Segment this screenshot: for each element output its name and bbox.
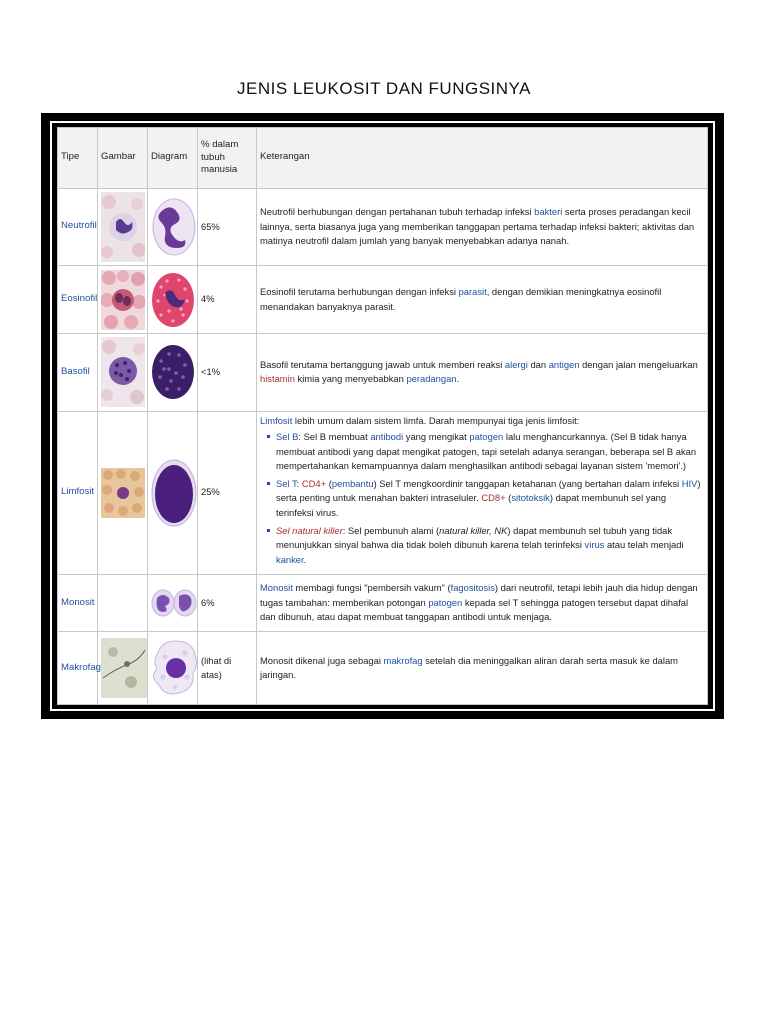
table-frame — [41, 113, 724, 719]
list-item-nk-cell — [276, 524, 704, 568]
row-name-link[interactable]: Neutrofil — [58, 188, 98, 266]
notes-text: setelah dia meninggalkan aliran darah serta masuk ke dalam jaringan. — [260, 654, 678, 681]
list-item-b-cell — [276, 430, 704, 474]
notes-link[interactable]: Sel B — [276, 431, 299, 443]
list-item-t-cell — [276, 477, 704, 521]
row-notes — [257, 188, 708, 266]
row-name-link[interactable]: Monosit — [58, 574, 98, 632]
notes-text: kepada sel T sehingga patogen tersebut dapat dihafal dan dibunuh, atau dapat membuat tanggapan antibodi untuk menjaga. — [260, 596, 689, 623]
row-notes — [257, 632, 708, 705]
notes-text: : Sel pembunuh alami ( — [342, 524, 440, 536]
notes-text: Monosit dikenal juga sebagai — [260, 654, 384, 666]
table-row — [58, 411, 708, 574]
notes-link[interactable]: histamin — [260, 373, 295, 385]
notes-text: lalu menghancurkannya. (Sel B tidak hanya membuat antibodi yang dapat mengikat patogen, tapi setelah adanya serangan, beberapa sel B akan mempertahankan kemampuannya dalam menghasilkan antibodi sebagai layanan sistem 'memori'.) — [276, 431, 697, 472]
header-notes: Keterangan — [257, 128, 708, 189]
notes-link[interactable]: Monosit — [260, 582, 293, 594]
notes-link[interactable]: CD4+ — [301, 477, 327, 489]
notes-link[interactable]: alergi — [504, 358, 528, 370]
monocyte-photo-empty — [98, 574, 148, 632]
notes-link[interactable]: Limfosit — [260, 414, 293, 426]
notes-text: ( — [326, 477, 332, 489]
notes-link[interactable]: HIV — [681, 477, 698, 489]
notes-link[interactable]: pembantu — [331, 477, 374, 489]
lymphocyte-photo[interactable] — [98, 411, 148, 574]
basophil-diagram-image — [151, 343, 195, 401]
percent-value: (lihat di atas) — [198, 632, 257, 705]
notes-text: membagi fungsi "pembersih vakum" ( — [292, 582, 451, 594]
row-notes — [257, 266, 708, 334]
neutrophil-photo-image — [101, 192, 145, 262]
notes-link[interactable]: sitotoksik — [511, 492, 550, 504]
lymphocyte-diagram[interactable] — [148, 411, 198, 574]
macrophage-photo[interactable] — [98, 632, 148, 705]
page-title: JENIS LEUKOSIT DAN FUNGSINYA — [237, 79, 531, 98]
notes-text: ) dari neutrofil, tetapi lebih jauh dia hidup dengan tugas tambahan: memberikan potongan — [260, 582, 698, 608]
notes-text: yang mengikat — [403, 431, 470, 443]
neutrophil-diagram-image — [151, 196, 197, 258]
notes-text: : — [296, 477, 302, 489]
notes-text: ) dapat membunuh sel tubuh yang tidak menunjukkan sinyal bahwa dia tidak boleh dibunuh karena telah terinfeksi — [276, 524, 673, 551]
monocyte-diagram[interactable] — [148, 574, 198, 632]
notes-text: ( — [505, 492, 512, 504]
eosinophil-photo-image — [101, 270, 145, 330]
notes-text: , dengan demikian meningkatnya eosinofil menandakan banyaknya parasit. — [260, 285, 662, 312]
notes-link[interactable]: CD8+ — [481, 492, 506, 504]
notes-link[interactable]: fagositosis — [450, 582, 495, 594]
monocyte-diagram-image — [151, 586, 197, 620]
percent-value: 4% — [198, 266, 257, 334]
notes-link[interactable]: antibodi — [370, 431, 404, 443]
notes-text: . — [456, 373, 460, 385]
lymphocyte-diagram-image — [151, 458, 197, 528]
table-row — [58, 632, 708, 705]
notes-link[interactable]: parasit — [458, 285, 487, 297]
notes-link[interactable]: patogen — [469, 431, 504, 443]
row-name-link[interactable]: Makrofag — [58, 632, 98, 705]
percent-value: 25% — [198, 411, 257, 574]
notes-text: natural killer, NK — [439, 524, 508, 536]
header-photo: Gambar — [98, 128, 148, 189]
percent-value: 6% — [198, 574, 257, 632]
notes-link[interactable]: patogen — [428, 596, 463, 608]
table-row — [58, 333, 708, 411]
row-name-link[interactable]: Eosinofil — [58, 266, 98, 334]
macrophage-diagram-image — [151, 637, 199, 699]
notes-link[interactable]: peradangan — [406, 373, 457, 385]
row-notes — [257, 333, 708, 411]
notes-text: ) serta penting untuk menahan bakteri intraseluler. — [276, 477, 701, 504]
notes-text: serta proses peradangan kecil lainnya, serta biasanya juga yang memberikan tanggapan pertama terhadap infeksi bakteri; aktivitas dan matinya neutrofil dalam jumlah yang banyak menyebabkan adanya nanah. — [260, 206, 695, 247]
notes-text: ) dapat membunuh sel yang terinfeksi virus. — [276, 492, 667, 518]
basophil-photo-image — [101, 337, 145, 407]
notes-text: Basofil terutama bertanggung jawab untuk memberi reaksi — [260, 358, 505, 370]
notes-text: Eosinofil terutama berhubungan dengan infeksi — [260, 285, 459, 297]
leukocyte-table — [57, 127, 708, 705]
notes-text: atau telah menjadi — [604, 539, 684, 551]
eosinophil-photo[interactable] — [98, 266, 148, 334]
eosinophil-diagram-image — [151, 271, 195, 329]
notes-text: kimia yang menyebabkan — [294, 373, 407, 385]
notes-link[interactable]: bakteri — [534, 206, 563, 218]
percent-value: <1% — [198, 333, 257, 411]
percent-value: 65% — [198, 188, 257, 266]
row-notes — [257, 574, 708, 632]
table-row — [58, 266, 708, 334]
table-container — [57, 127, 708, 705]
neutrophil-diagram[interactable] — [148, 188, 198, 266]
macrophage-photo-image — [101, 638, 147, 698]
header-percent: % dalam tubuh manusia — [198, 128, 257, 189]
lymphocyte-intro — [260, 414, 704, 429]
notes-link[interactable]: virus — [584, 539, 605, 551]
lymphocyte-photo-image — [101, 468, 145, 518]
basophil-photo[interactable] — [98, 333, 148, 411]
macrophage-diagram[interactable] — [148, 632, 198, 705]
header-type: Tipe — [58, 128, 98, 189]
notes-text: . — [303, 553, 307, 565]
notes-link[interactable]: antigen — [548, 358, 580, 370]
neutrophil-photo[interactable] — [98, 188, 148, 266]
eosinophil-diagram[interactable] — [148, 266, 198, 334]
basophil-diagram[interactable] — [148, 333, 198, 411]
notes-text: : Sel B membuat — [298, 431, 371, 443]
notes-link[interactable]: Sel natural killer — [276, 524, 343, 536]
notes-link[interactable]: kanker — [276, 553, 304, 565]
notes-link[interactable]: makrofag — [383, 654, 423, 666]
notes-text: dengan jalan mengeluarkan — [579, 358, 698, 370]
notes-text: Neutrofil berhubungan dengan pertahanan tubuh terhadap infeksi — [260, 206, 535, 218]
table-row — [58, 188, 708, 266]
row-name-link[interactable]: Basofil — [58, 333, 98, 411]
notes-link[interactable]: Sel T — [276, 477, 297, 489]
notes-text: lebih umum dalam sistem limfa. Darah mempunyai tiga jenis limfosit: — [292, 414, 580, 426]
row-notes — [257, 411, 708, 574]
lymphocyte-types-list — [260, 430, 704, 567]
notes-text: ) Sel T mengkoordinir tanggapan ketahanan (yang bertahan dalam infeksi — [373, 477, 682, 489]
table-row — [58, 574, 708, 632]
table-header-row — [58, 128, 708, 189]
header-diagram: Diagram — [148, 128, 198, 189]
row-name-link[interactable]: Limfosit — [58, 411, 98, 574]
notes-text: dan — [527, 358, 549, 370]
